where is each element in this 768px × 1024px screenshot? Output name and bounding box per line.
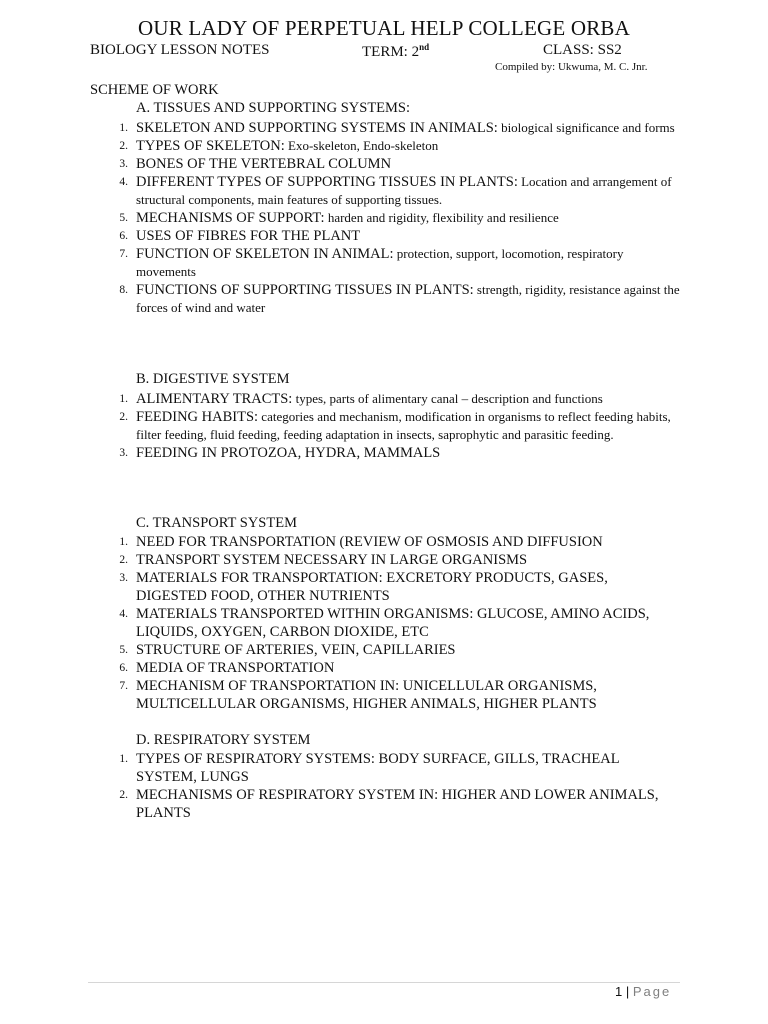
item-detail: biological significance and forms (497, 120, 675, 135)
item-topic: MECHANISMS OF SUPPORT: (136, 210, 325, 226)
item-topic: MATERIALS FOR TRANSPORTATION: EXCRETORY PRODUCTS, GASES, DIGESTED FOOD, OTHER NUTRIENTS (136, 570, 608, 604)
term-label (362, 42, 429, 61)
item-topic: TRANSPORT SYSTEM NECESSARY IN LARGE ORGANISMS (136, 552, 528, 568)
item-topic: MEDIA OF TRANSPORTATION (136, 660, 335, 676)
item-number: 2. (119, 789, 128, 801)
item-number: 2. (119, 554, 128, 566)
item-topic: FEEDING HABITS: (136, 409, 259, 425)
section-d-list (0, 750, 768, 822)
item-topic: FUNCTIONS OF SUPPORTING TISSUES IN PLANTS: (136, 282, 474, 298)
item-number: 7. (119, 248, 128, 260)
document-title: OUR LADY OF PERPETUAL HELP COLLEGE ORBA (138, 16, 630, 40)
list-item (0, 533, 681, 551)
item-topic: USES OF FIBRES FOR THE PLANT (136, 228, 361, 244)
item-topic: TYPES OF RESPIRATORY SYSTEMS: BODY SURFACE, GILLS, TRACHEAL SYSTEM, LUNGS (136, 751, 620, 785)
page-separator: | (622, 984, 633, 999)
list-item (0, 245, 681, 281)
item-detail: Exo-skeleton, Endo-skeleton (284, 138, 439, 153)
scheme-of-work-title: SCHEME OF WORK (90, 82, 219, 98)
item-detail: protection, support, locomotion, respiratory movements (136, 246, 624, 279)
list-item (0, 209, 681, 227)
item-number: 2. (119, 411, 128, 423)
item-detail: types, parts of alimentary canal – description and functions (292, 391, 603, 406)
term-superscript: nd (419, 42, 430, 52)
item-number: 5. (119, 212, 128, 224)
item-detail: Location and arrangement of structural components, main features of supporting tissues. (136, 174, 672, 207)
item-number: 1. (119, 753, 128, 765)
class-label: CLASS: SS2 (543, 42, 622, 58)
item-topic: NEED FOR TRANSPORTATION (REVIEW OF OSMOSIS AND DIFFUSION (136, 534, 603, 550)
item-number: 3. (119, 158, 128, 170)
list-item (0, 677, 681, 713)
item-number: 2. (119, 140, 128, 152)
page-number: 1 (615, 984, 623, 999)
list-item (0, 281, 681, 317)
item-topic: MECHANISMS OF RESPIRATORY SYSTEM IN: HIGHER AND LOWER ANIMALS, PLANTS (136, 787, 659, 821)
item-detail: harden and rigidity, flexibility and resilience (324, 210, 559, 225)
term-text: TERM: 2 (362, 44, 420, 60)
item-topic: ALIMENTARY TRACTS: (136, 391, 293, 407)
list-item (0, 786, 681, 822)
item-detail: categories and mechanism, modification in organisms to reflect feeding habits, filter feeding, fluid feeding, feeding adaptation in insects, saprophytic and parasitic feeding. (136, 409, 671, 442)
item-number: 5. (119, 644, 128, 656)
item-number: 4. (119, 176, 128, 188)
list-item (0, 750, 681, 786)
section-b-heading: B. DIGESTIVE SYSTEM (136, 371, 290, 387)
item-number: 3. (119, 572, 128, 584)
section-a-heading: A. TISSUES AND SUPPORTING SYSTEMS: (136, 100, 411, 116)
list-item (0, 119, 681, 137)
item-number: 3. (119, 447, 128, 459)
section-a-list (0, 119, 768, 317)
list-item (0, 605, 681, 641)
list-item (0, 390, 681, 408)
item-topic: BONES OF THE VERTEBRAL COLUMN (136, 156, 392, 172)
item-topic: FUNCTION OF SKELETON IN ANIMAL: (136, 246, 394, 262)
item-number: 1. (119, 122, 128, 134)
section-c-heading: C. TRANSPORT SYSTEM (136, 515, 297, 531)
item-topic: FEEDING IN PROTOZOA, HYDRA, MAMMALS (136, 445, 441, 461)
item-number: 7. (119, 680, 128, 692)
list-item (0, 569, 681, 605)
item-number: 4. (119, 608, 128, 620)
compiled-by: Compiled by: Ukwuma, M. C. Jnr. (495, 61, 648, 73)
item-topic: TYPES OF SKELETON: (136, 138, 285, 154)
list-item (0, 659, 681, 677)
subject-label: BIOLOGY LESSON NOTES (90, 42, 270, 58)
section-c-list (0, 533, 768, 713)
item-topic: STRUCTURE OF ARTERIES, VEIN, CAPILLARIES (136, 642, 456, 658)
section-b-list (0, 390, 768, 462)
item-number: 6. (119, 230, 128, 242)
item-number: 1. (119, 536, 128, 548)
page-word: Page (632, 984, 672, 999)
page-footer (615, 984, 671, 999)
list-item (0, 408, 681, 444)
item-number: 1. (119, 393, 128, 405)
list-item (0, 137, 681, 155)
list-item (0, 155, 681, 173)
item-topic: MECHANISM OF TRANSPORTATION IN: UNICELLULAR ORGANISMS, MULTICELLULAR ORGANISMS, HIGHER ANIMALS, HIGHER PLANTS (136, 678, 597, 712)
list-item (0, 641, 681, 659)
item-topic: DIFFERENT TYPES OF SUPPORTING TISSUES IN PLANTS: (136, 174, 518, 190)
footer-divider (88, 982, 680, 983)
item-detail: strength, rigidity, resistance against the forces of wind and water (136, 282, 680, 315)
section-d-heading: D. RESPIRATORY SYSTEM (136, 732, 311, 748)
item-number: 6. (119, 662, 128, 674)
item-topic: MATERIALS TRANSPORTED WITHIN ORGANISMS: GLUCOSE, AMINO ACIDS, LIQUIDS, OXYGEN, CARBON DIOXIDE, ETC (136, 606, 650, 640)
list-item (0, 227, 681, 245)
item-topic: SKELETON AND SUPPORTING SYSTEMS IN ANIMALS: (136, 120, 498, 136)
item-number: 8. (119, 284, 128, 296)
list-item (0, 444, 681, 462)
list-item (0, 551, 681, 569)
list-item (0, 173, 681, 209)
